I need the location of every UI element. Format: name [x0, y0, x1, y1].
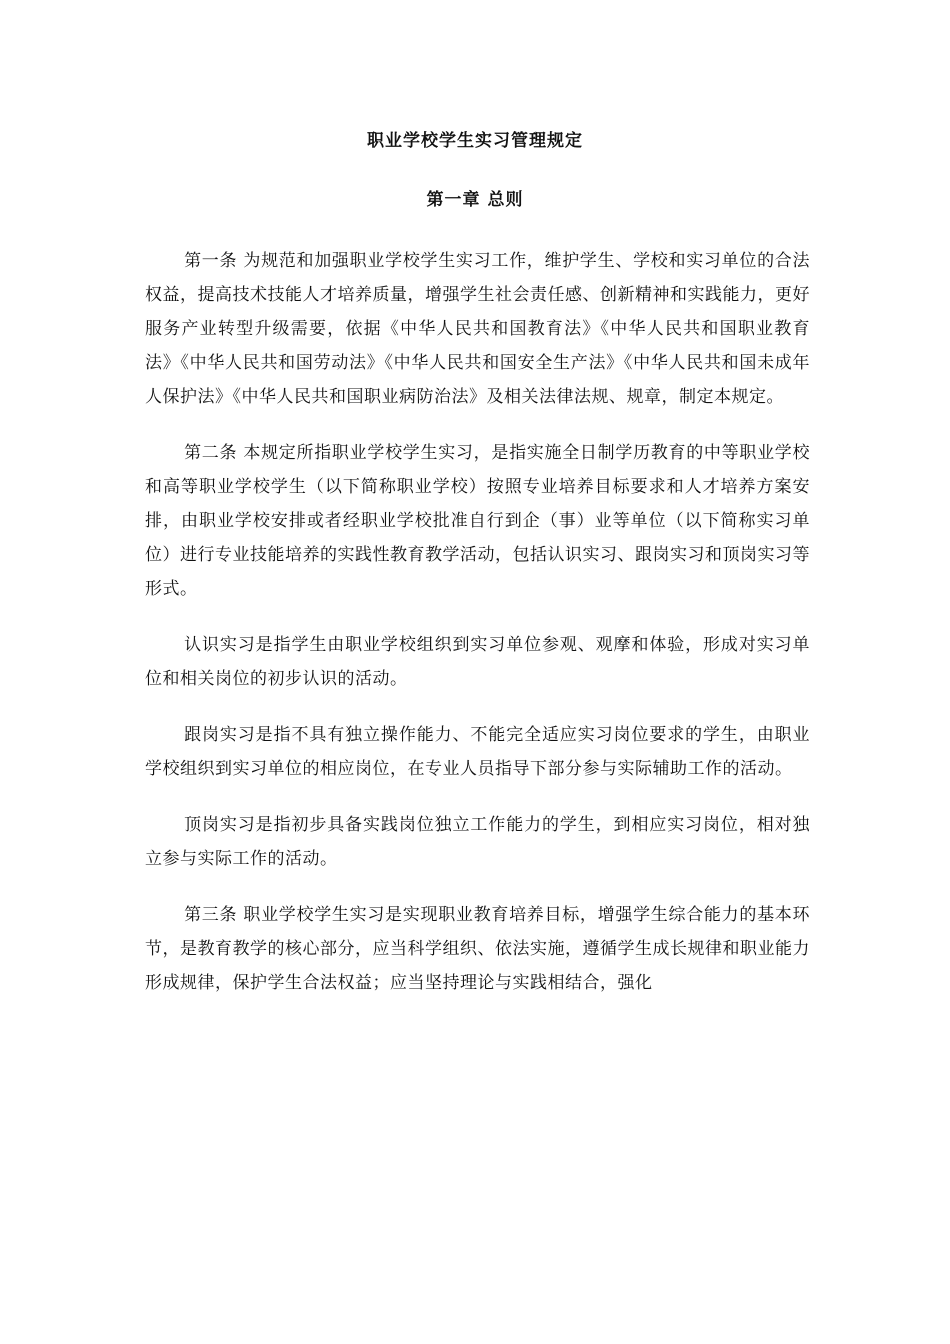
cognitive-internship-paragraph: 认识实习是指学生由职业学校组织到实习单位参观、观摩和体验，形成对实习单位和相关岗位的初步认识的活动。 — [145, 635, 810, 689]
document-body — [145, 244, 810, 1022]
article-2-paragraph: 第二条 本规定所指职业学校学生实习，是指实施全日制学历教育的中等职业学校和高等职业学校学生（以下简称职业学校）按照专业培养目标要求和人才培养方案安排，由职业学校安排或者经职业学校批准自行到企（事）业等单位（以下简称实习单位）进行专业技能培养的实践性教育教学活动，包括认识实习、跟岗实习和顶岗实习等形式。 — [145, 443, 810, 599]
article-1-paragraph: 第一条 为规范和加强职业学校学生实习工作，维护学生、学校和实习单位的合法权益，提高技术技能人才培养质量，增强学生社会责任感、创新精神和实践能力，更好服务产业转型升级需要，依据《中华人民共和国教育法》《中华人民共和国职业教育法》《中华人民共和国劳动法》《中华人民共和国安全生产法》《中华人民共和国未成年人保护法》《中华人民共和国职业病防治法》及相关法律法规、规章，制定本规定。 — [145, 251, 810, 407]
article-3-paragraph: 第三条 职业学校学生实习是实现职业教育培养目标，增强学生综合能力的基本环节，是教育教学的核心部分，应当科学组织、依法实施，遵循学生成长规律和职业能力形成规律，保护学生合法权益；应当坚持理论与实践相结合，强化 — [145, 905, 810, 993]
shadow-internship-paragraph: 跟岗实习是指不具有独立操作能力、不能完全适应实习岗位要求的学生，由职业学校组织到实习单位的相应岗位，在专业人员指导下部分参与实际辅助工作的活动。 — [145, 725, 810, 779]
chapter-heading: 第一章 总则 — [426, 190, 524, 210]
post-internship-paragraph: 顶岗实习是指初步具备实践岗位独立工作能力的学生，到相应实习岗位，相对独立参与实际工作的活动。 — [145, 815, 810, 869]
document-title: 职业学校学生实习管理规定 — [367, 131, 583, 151]
